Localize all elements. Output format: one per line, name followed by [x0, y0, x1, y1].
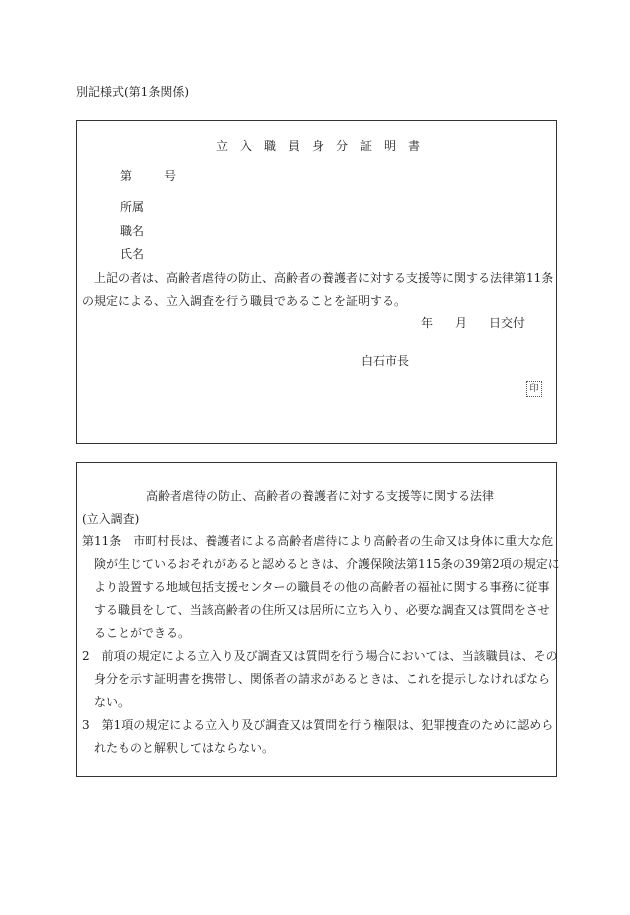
article-11-line: 第11条 市町村長は、養護者による高齢者虐待により高齢者の生命又は身体に重大な危	[82, 534, 554, 548]
issuer: 白石市長	[361, 354, 410, 368]
article-11-line: する職員をして、当該高齢者の住所又は居所に立ち入り、必要な調査又は質問をさせ	[94, 603, 550, 617]
article-11-line: ることができる。	[94, 626, 191, 640]
affiliation-label: 所属	[120, 200, 145, 214]
law-caption: (立入調査)	[82, 512, 140, 526]
paragraph-3-line: れたものと解釈してはならない。	[94, 741, 275, 755]
name-label: 氏名	[120, 247, 145, 261]
paragraph-2-line: ない。	[94, 695, 131, 709]
number-prefix: 第	[120, 169, 133, 183]
date-year: 年	[421, 316, 434, 330]
seal-mark: 印	[526, 381, 542, 397]
form-label: 別記様式(第1条関係)	[76, 85, 189, 99]
certificate-body-line: 上記の者は、高齢者虐待の防止、高齢者の養護者に対する支援等に関する法律第11条	[94, 271, 554, 285]
paragraph-3-line: 3 第1項の規定による立入り及び調査又は質問を行う権限は、犯罪捜査のために認めら	[82, 718, 554, 732]
paragraph-2-line: 2 前項の規定による立入り及び調査又は質問を行う場合においては、当該職員は、その	[82, 649, 558, 663]
article-11-line: 険が生じているおそれがあると認めるときは、介護保険法第115条の39第2項の規定に	[94, 557, 560, 571]
article-11-line: より設置する地域包括支援センターの職員その他の高齢者の福祉に関する事務に従事	[94, 580, 550, 594]
date-month: 月	[455, 316, 468, 330]
paragraph-2-line: 身分を示す証明書を携帯し、関係者の請求があるときは、これを提示しなければなら	[94, 672, 551, 686]
position-label: 職名	[120, 224, 145, 238]
date-day: 日交付	[489, 316, 526, 330]
number-suffix: 号	[164, 169, 177, 183]
law-title: 高齢者虐待の防止、高齢者の養護者に対する支援等に関する法律	[146, 489, 495, 503]
certificate-body-line: の規定による、立入調査を行う職員であることを証明する。	[82, 294, 407, 308]
certificate-title: 立入職員身分証明書	[216, 139, 433, 153]
